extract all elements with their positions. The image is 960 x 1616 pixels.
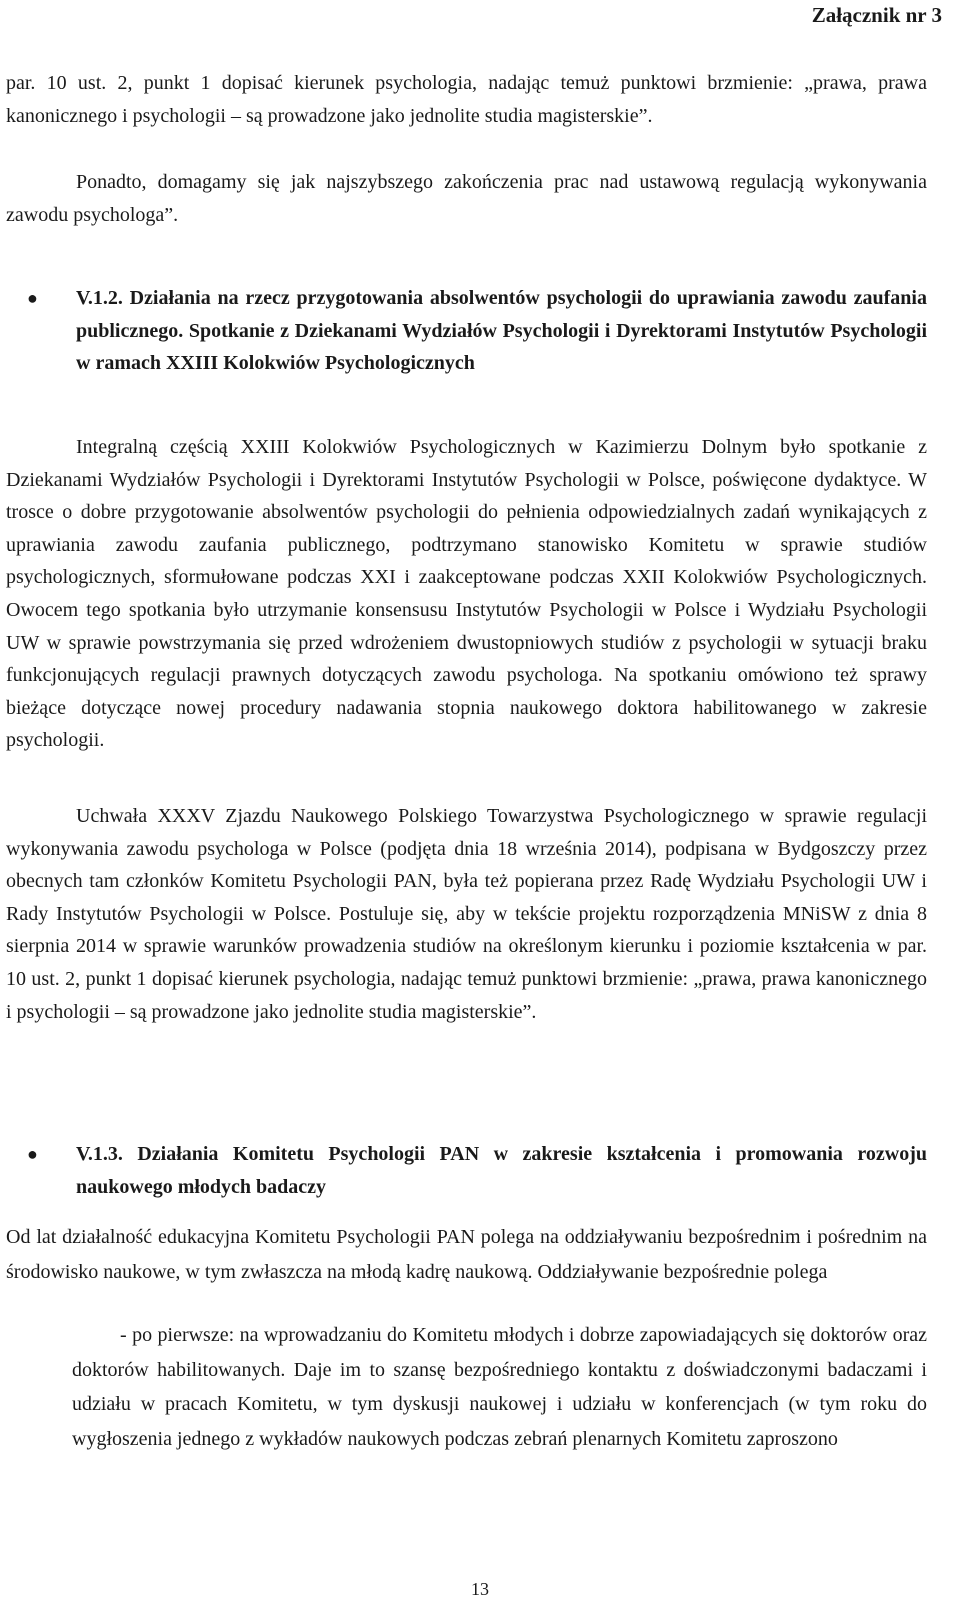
attachment-label: Załącznik nr 3 xyxy=(811,3,942,27)
paragraph-regulation-end: par. 10 ust. 2, punkt 1 dopisać kierunek psychologia, nadając temuż punktowi brzmienie: „prawa, prawa kanonicznego i psychologii – są prowadzone jako jednolite studia magisterskie”. xyxy=(6,72,927,127)
section-v12-heading-text: V.1.2. Działania na rzecz przygotowania absolwentów psychologii do uprawiania zawodu zaufania publicznego. xyxy=(76,287,927,342)
section-v12-subheading: Spotkanie z Dziekanami Wydziałów Psychologii i Dyrektorami Instytutów Psychologii w ramach XXIII Kolokwiów Psychologicznych xyxy=(76,319,927,375)
paragraph-demand: Ponadto, domagamy się jak najszybszego zakończenia prac nad ustawową regulacją wykonywania zawodu psychologa”. xyxy=(6,171,927,226)
paragraph-first-point: - po pierwsze: na wprowadzaniu do Komitetu młodych i dobrze zapowiadających się doktorów oraz doktorów habilitowanych. Daje im to szansę bezpośredniego kontaktu z doświadczonymi badaczami i udziału w pracach Komitetu, w tym dyskusji naukowej i udziału w konferencjach (w tym roku do wygłoszenia jednego z wykładów naukowych podczas zebrań plenarnych Komitetu zaproszono xyxy=(72,1324,927,1450)
paragraph-meeting: Integralną częścią XXIII Kolokwiów Psychologicznych w Kazimierzu Dolnym było spotkanie z Dziekanami Wydziałów Psychologii i Dyrektorami Instytutów Psychologii w Polsce, poświęcone dydaktyce. W trosce o dobre przygotowanie absolwentów psychologii do pełnienia odpowiedzialnych zadań wynikających z uprawiania zawodu zaufania publicznego, podtrzymano stanowisko Komitetu w sprawie studiów psychologicznych, sformułowane podczas XXI i zaakceptowane podczas XXII Kolokwiów Psychologicznych. Owocem tego spotkania było utrzymanie konsensusu Instytutów Psychologii w Polsce i Wydziału Psychologii UW w sprawie powstrzymania się przed wdrożeniem dwustopniowych studiów z psychologii w sytuacji braku funkcjonujących regulacji prawnych dotyczących zawodu psychologa. Na spotkaniu omówiono też sprawy bieżące dotyczące nowej procedury nadawania stopnia naukowego doktora habilitowanego w zakresie psychologii. xyxy=(6,436,927,752)
paragraph-resolution: Uchwała XXXV Zjazdu Naukowego Polskiego Towarzystwa Psychologicznego w sprawie regulacji wykonywania zawodu psychologa w Polsce (podjęta dnia 18 września 2014), podpisana w Bydgoszczy przez obecnych tam członków Komitetu Psychologii PAN, była też popierana przez Radę Wydziału Psychologii UW i Rady Instytutów Psychologii w Polsce. Postuluje się, aby w tekście projektu rozporządzenia MNiSW z dnia 8 sierpnia 2014 w sprawie warunków prowadzenia studiów na określonym kierunku i poziomie kształcenia w par. 10 ust. 2, punkt 1 dopisać kierunek psychologia, nadając temuż punktowi brzmienie: „prawa, prawa kanonicznego i psychologii – są prowadzone jako jednolite studia magisterskie”. xyxy=(6,805,927,1023)
page-number: 13 xyxy=(471,1579,489,1599)
bullet-icon: ● xyxy=(27,288,38,308)
paragraph-education: Od lat działalność edukacyjna Komitetu Psychologii PAN polega na oddziaływaniu bezpośrednim i pośrednim na środowisko naukowe, w tym zwłaszcza na młodą kadrę naukową. Oddziaływanie bezpośrednie polega xyxy=(6,1226,927,1283)
section-v13-title: V.1.3. Działania Komitetu Psychologii PAN w zakresie kształcenia i promowania rozwoju naukowego młodych badaczy xyxy=(76,1143,927,1198)
section-v13-heading xyxy=(0,1138,960,1203)
section-v12-title xyxy=(76,282,927,380)
section-v12-heading xyxy=(0,282,960,380)
bullet-icon: ● xyxy=(27,1144,38,1164)
